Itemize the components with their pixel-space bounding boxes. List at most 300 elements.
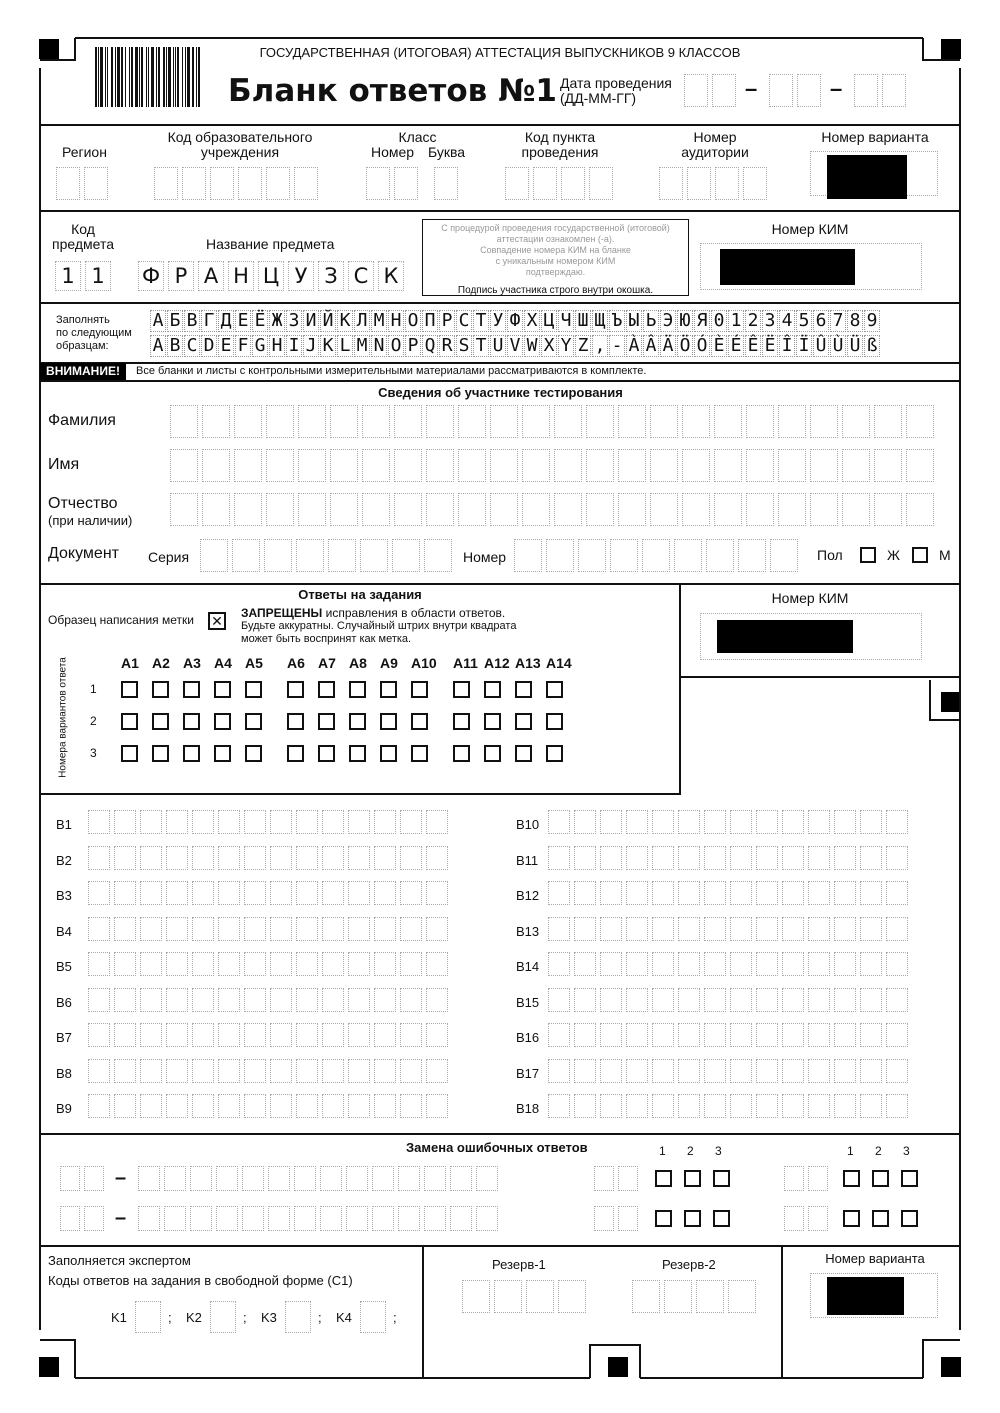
input-cell[interactable]: [886, 1059, 908, 1083]
answer-checkbox[interactable]: [152, 745, 169, 762]
input-cell[interactable]: [140, 1094, 162, 1118]
answer-checkbox[interactable]: [214, 713, 231, 730]
input-cell[interactable]: [88, 917, 110, 941]
replace-variant-task[interactable]: [594, 1166, 642, 1191]
input-cell[interactable]: [886, 917, 908, 941]
input-cell[interactable]: [586, 493, 614, 526]
input-cell[interactable]: [192, 1023, 214, 1047]
input-cell[interactable]: [650, 493, 678, 526]
input-cell[interactable]: [166, 952, 188, 976]
input-cell[interactable]: [554, 449, 582, 482]
input-cell[interactable]: [626, 846, 648, 870]
input-cell[interactable]: [394, 493, 422, 526]
input-cell[interactable]: [88, 881, 110, 905]
input-cell[interactable]: [678, 846, 700, 870]
input-cell[interactable]: [400, 1094, 422, 1118]
input-cell[interactable]: [88, 1059, 110, 1083]
input-cell[interactable]: [426, 846, 448, 870]
input-cell[interactable]: [600, 952, 622, 976]
answer-checkbox[interactable]: [245, 745, 262, 762]
input-cell[interactable]: [88, 952, 110, 976]
answer-checkbox[interactable]: [411, 681, 428, 698]
input-cell[interactable]: [166, 1059, 188, 1083]
input-cell[interactable]: [808, 846, 830, 870]
input-cell[interactable]: [140, 917, 162, 941]
input-cell[interactable]: [834, 917, 856, 941]
input-cell[interactable]: [574, 846, 596, 870]
input-cell[interactable]: [114, 917, 136, 941]
input-cell[interactable]: [166, 917, 188, 941]
answer-checkbox[interactable]: [515, 745, 532, 762]
input-cell[interactable]: [626, 1094, 648, 1118]
b-answer-input[interactable]: [548, 881, 912, 905]
input-cell[interactable]: [114, 881, 136, 905]
input-cell[interactable]: [426, 810, 448, 834]
input-cell[interactable]: [860, 881, 882, 905]
class-letter-input[interactable]: [434, 167, 462, 200]
answer-checkbox[interactable]: [183, 713, 200, 730]
b-answer-input[interactable]: [88, 881, 452, 905]
region-input[interactable]: [56, 167, 112, 200]
input-cell[interactable]: [600, 917, 622, 941]
input-cell[interactable]: [400, 1023, 422, 1047]
input-cell[interactable]: [756, 1094, 778, 1118]
input-cell[interactable]: [426, 1094, 448, 1118]
b-answer-input[interactable]: [88, 988, 452, 1012]
input-cell[interactable]: [330, 493, 358, 526]
input-cell[interactable]: [682, 405, 710, 438]
input-cell[interactable]: [296, 988, 318, 1012]
input-cell[interactable]: [192, 988, 214, 1012]
input-cell[interactable]: [886, 988, 908, 1012]
b-answer-input[interactable]: [88, 917, 452, 941]
input-cell[interactable]: [574, 917, 596, 941]
input-cell[interactable]: [610, 539, 638, 572]
b-answer-input[interactable]: [548, 952, 912, 976]
input-cell[interactable]: [678, 1059, 700, 1083]
input-cell[interactable]: [730, 988, 752, 1012]
input-cell[interactable]: [166, 846, 188, 870]
input-cell[interactable]: [296, 952, 318, 976]
input-cell[interactable]: [678, 881, 700, 905]
input-cell[interactable]: [808, 810, 830, 834]
input-cell[interactable]: [548, 1094, 570, 1118]
b-answer-input[interactable]: [88, 952, 452, 976]
input-cell[interactable]: [114, 1059, 136, 1083]
input-cell[interactable]: [218, 1023, 240, 1047]
input-cell[interactable]: [782, 1094, 804, 1118]
input-cell[interactable]: [266, 405, 294, 438]
input-cell[interactable]: [714, 449, 742, 482]
input-cell[interactable]: [322, 846, 344, 870]
b-answer-input[interactable]: [548, 917, 912, 941]
input-cell[interactable]: [678, 917, 700, 941]
input-cell[interactable]: [886, 952, 908, 976]
input-cell[interactable]: [88, 1023, 110, 1047]
input-cell[interactable]: [886, 1023, 908, 1047]
input-cell[interactable]: [218, 810, 240, 834]
input-cell[interactable]: [328, 539, 356, 572]
input-cell[interactable]: [574, 881, 596, 905]
input-cell[interactable]: [554, 405, 582, 438]
input-cell[interactable]: [548, 881, 570, 905]
answer-checkbox[interactable]: [546, 745, 563, 762]
input-cell[interactable]: [88, 988, 110, 1012]
input-cell[interactable]: [782, 881, 804, 905]
input-cell[interactable]: [652, 1023, 674, 1047]
input-cell[interactable]: [860, 917, 882, 941]
input-cell[interactable]: [778, 493, 806, 526]
answer-checkbox[interactable]: [183, 745, 200, 762]
input-cell[interactable]: [810, 449, 838, 482]
input-cell[interactable]: [860, 988, 882, 1012]
b-answer-input[interactable]: [548, 846, 912, 870]
input-cell[interactable]: [548, 917, 570, 941]
b-answer-input[interactable]: [548, 988, 912, 1012]
input-cell[interactable]: [270, 810, 292, 834]
input-cell[interactable]: [600, 881, 622, 905]
input-cell[interactable]: [218, 917, 240, 941]
input-cell[interactable]: [600, 988, 622, 1012]
input-cell[interactable]: [166, 881, 188, 905]
input-cell[interactable]: [782, 952, 804, 976]
input-cell[interactable]: [730, 846, 752, 870]
input-cell[interactable]: [88, 810, 110, 834]
input-cell[interactable]: [600, 1023, 622, 1047]
input-cell[interactable]: [906, 493, 934, 526]
answer-checkbox[interactable]: [121, 713, 138, 730]
input-cell[interactable]: [374, 1059, 396, 1083]
input-cell[interactable]: [374, 881, 396, 905]
answer-checkbox[interactable]: [245, 681, 262, 698]
input-cell[interactable]: [296, 1059, 318, 1083]
input-cell[interactable]: [458, 493, 486, 526]
input-cell[interactable]: [192, 881, 214, 905]
input-cell[interactable]: [626, 810, 648, 834]
input-cell[interactable]: [704, 881, 726, 905]
input-cell[interactable]: [874, 493, 902, 526]
input-cell[interactable]: [166, 988, 188, 1012]
input-cell[interactable]: [782, 1059, 804, 1083]
input-cell[interactable]: [114, 810, 136, 834]
answer-checkbox[interactable]: [453, 745, 470, 762]
input-cell[interactable]: [842, 405, 870, 438]
input-cell[interactable]: [782, 917, 804, 941]
input-cell[interactable]: [490, 449, 518, 482]
b-answer-input[interactable]: [548, 810, 912, 834]
input-cell[interactable]: [860, 846, 882, 870]
input-cell[interactable]: [808, 1094, 830, 1118]
b-answer-input[interactable]: [88, 810, 452, 834]
answer-checkbox[interactable]: [318, 681, 335, 698]
answer-checkbox[interactable]: [453, 713, 470, 730]
input-cell[interactable]: [348, 917, 370, 941]
input-cell[interactable]: [678, 810, 700, 834]
input-cell[interactable]: [730, 1059, 752, 1083]
input-cell[interactable]: [834, 846, 856, 870]
input-cell[interactable]: [348, 988, 370, 1012]
input-cell[interactable]: [782, 988, 804, 1012]
replace-checkbox[interactable]: [843, 1210, 860, 1227]
input-cell[interactable]: [808, 1059, 830, 1083]
input-cell[interactable]: [650, 405, 678, 438]
input-cell[interactable]: [834, 1023, 856, 1047]
answer-checkbox[interactable]: [287, 713, 304, 730]
input-cell[interactable]: [296, 539, 324, 572]
input-cell[interactable]: [400, 1059, 422, 1083]
input-cell[interactable]: [330, 449, 358, 482]
input-cell[interactable]: [490, 493, 518, 526]
input-cell[interactable]: [860, 1023, 882, 1047]
input-cell[interactable]: [522, 493, 550, 526]
input-cell[interactable]: [360, 539, 388, 572]
input-cell[interactable]: [652, 1059, 674, 1083]
input-cell[interactable]: [704, 952, 726, 976]
answer-checkbox[interactable]: [546, 713, 563, 730]
answer-checkbox[interactable]: [484, 681, 501, 698]
input-cell[interactable]: [548, 810, 570, 834]
answer-checkbox[interactable]: [484, 745, 501, 762]
input-cell[interactable]: [218, 1059, 240, 1083]
input-cell[interactable]: [834, 952, 856, 976]
replace-checkbox[interactable]: [901, 1210, 918, 1227]
input-cell[interactable]: [574, 952, 596, 976]
school-code-input[interactable]: [154, 167, 322, 200]
input-cell[interactable]: [232, 539, 260, 572]
input-cell[interactable]: [778, 405, 806, 438]
input-cell[interactable]: [574, 988, 596, 1012]
input-cell[interactable]: [704, 810, 726, 834]
input-cell[interactable]: [296, 1094, 318, 1118]
input-cell[interactable]: [808, 881, 830, 905]
input-cell[interactable]: [322, 952, 344, 976]
input-cell[interactable]: [244, 846, 266, 870]
input-cell[interactable]: [362, 449, 390, 482]
input-cell[interactable]: [424, 539, 452, 572]
answer-checkbox[interactable]: [546, 681, 563, 698]
input-cell[interactable]: [886, 1094, 908, 1118]
input-cell[interactable]: [782, 810, 804, 834]
input-cell[interactable]: [678, 1094, 700, 1118]
input-cell[interactable]: [574, 1094, 596, 1118]
input-cell[interactable]: [244, 1059, 266, 1083]
input-cell[interactable]: [426, 493, 454, 526]
input-cell[interactable]: [842, 449, 870, 482]
input-cell[interactable]: [652, 810, 674, 834]
input-cell[interactable]: [704, 846, 726, 870]
input-cell[interactable]: [906, 449, 934, 482]
input-cell[interactable]: [266, 493, 294, 526]
answer-checkbox[interactable]: [349, 681, 366, 698]
input-cell[interactable]: [296, 881, 318, 905]
subject-code-input[interactable]: 1 1: [55, 261, 115, 291]
input-cell[interactable]: [808, 917, 830, 941]
input-cell[interactable]: [578, 539, 606, 572]
input-cell[interactable]: [810, 493, 838, 526]
input-cell[interactable]: [860, 952, 882, 976]
input-cell[interactable]: [166, 1023, 188, 1047]
replace-variant-task[interactable]: [784, 1206, 832, 1231]
input-cell[interactable]: [192, 846, 214, 870]
input-cell[interactable]: [218, 846, 240, 870]
input-cell[interactable]: [756, 1023, 778, 1047]
input-cell[interactable]: [730, 952, 752, 976]
input-cell[interactable]: [426, 449, 454, 482]
input-cell[interactable]: [298, 405, 326, 438]
input-cell[interactable]: [626, 1059, 648, 1083]
input-cell[interactable]: [586, 449, 614, 482]
input-cell[interactable]: [714, 405, 742, 438]
input-cell[interactable]: [906, 405, 934, 438]
input-cell[interactable]: [652, 881, 674, 905]
replace-checkbox[interactable]: [684, 1210, 701, 1227]
input-cell[interactable]: [426, 952, 448, 976]
input-cell[interactable]: [600, 1059, 622, 1083]
answer-checkbox[interactable]: [349, 713, 366, 730]
input-cell[interactable]: [264, 539, 292, 572]
input-cell[interactable]: [374, 1023, 396, 1047]
input-cell[interactable]: [348, 952, 370, 976]
input-cell[interactable]: [626, 952, 648, 976]
input-cell[interactable]: [298, 449, 326, 482]
input-cell[interactable]: [626, 1023, 648, 1047]
input-cell[interactable]: [218, 952, 240, 976]
replace-answer[interactable]: [138, 1166, 502, 1191]
input-cell[interactable]: [270, 1094, 292, 1118]
input-cell[interactable]: [244, 952, 266, 976]
input-cell[interactable]: [88, 846, 110, 870]
input-cell[interactable]: [266, 449, 294, 482]
input-cell[interactable]: [374, 810, 396, 834]
input-cell[interactable]: [730, 917, 752, 941]
input-cell[interactable]: [886, 881, 908, 905]
input-cell[interactable]: [322, 1023, 344, 1047]
input-cell[interactable]: [270, 988, 292, 1012]
input-cell[interactable]: [322, 988, 344, 1012]
input-cell[interactable]: [756, 952, 778, 976]
answer-checkbox[interactable]: [121, 745, 138, 762]
answer-checkbox[interactable]: [287, 681, 304, 698]
input-cell[interactable]: [244, 1094, 266, 1118]
date-month[interactable]: [769, 74, 825, 107]
input-cell[interactable]: [348, 810, 370, 834]
input-cell[interactable]: [886, 846, 908, 870]
input-cell[interactable]: [458, 449, 486, 482]
input-cell[interactable]: [626, 881, 648, 905]
input-cell[interactable]: [426, 881, 448, 905]
input-cell[interactable]: [114, 952, 136, 976]
input-cell[interactable]: [652, 917, 674, 941]
k-input[interactable]: [360, 1301, 386, 1333]
input-cell[interactable]: [600, 846, 622, 870]
input-cell[interactable]: [756, 1059, 778, 1083]
input-cell[interactable]: [618, 493, 646, 526]
input-cell[interactable]: [682, 493, 710, 526]
input-cell[interactable]: [674, 539, 702, 572]
document-number-input[interactable]: [514, 539, 802, 572]
input-cell[interactable]: [426, 1059, 448, 1083]
input-cell[interactable]: [270, 952, 292, 976]
input-cell[interactable]: [860, 1094, 882, 1118]
input-cell[interactable]: [574, 1023, 596, 1047]
input-cell[interactable]: [860, 1059, 882, 1083]
input-cell[interactable]: [426, 917, 448, 941]
input-cell[interactable]: [730, 1023, 752, 1047]
input-cell[interactable]: [704, 1094, 726, 1118]
input-cell[interactable]: [348, 846, 370, 870]
b-answer-input[interactable]: [548, 1094, 912, 1118]
input-cell[interactable]: [170, 449, 198, 482]
input-cell[interactable]: [642, 539, 670, 572]
b-answer-input[interactable]: [88, 1059, 452, 1083]
input-cell[interactable]: [652, 952, 674, 976]
answer-checkbox[interactable]: [287, 745, 304, 762]
input-cell[interactable]: [808, 988, 830, 1012]
input-cell[interactable]: [114, 1023, 136, 1047]
answer-checkbox[interactable]: [214, 681, 231, 698]
input-cell[interactable]: [704, 1059, 726, 1083]
input-cell[interactable]: [834, 810, 856, 834]
input-cell[interactable]: [296, 917, 318, 941]
input-cell[interactable]: [730, 881, 752, 905]
input-cell[interactable]: [244, 881, 266, 905]
input-cell[interactable]: [400, 810, 422, 834]
input-cell[interactable]: [778, 449, 806, 482]
input-cell[interactable]: [730, 810, 752, 834]
input-cell[interactable]: [458, 405, 486, 438]
answer-checkbox[interactable]: [453, 681, 470, 698]
answer-checkbox[interactable]: [380, 713, 397, 730]
input-cell[interactable]: [400, 952, 422, 976]
replace-checkbox[interactable]: [655, 1170, 672, 1187]
input-cell[interactable]: [782, 1023, 804, 1047]
replace-task-number[interactable]: [60, 1206, 108, 1231]
input-cell[interactable]: [270, 846, 292, 870]
replace-checkbox[interactable]: [843, 1170, 860, 1187]
input-cell[interactable]: [270, 917, 292, 941]
answer-checkbox[interactable]: [318, 745, 335, 762]
date-day[interactable]: [684, 74, 740, 107]
input-cell[interactable]: [202, 405, 230, 438]
input-cell[interactable]: [374, 1094, 396, 1118]
input-cell[interactable]: [400, 846, 422, 870]
input-cell[interactable]: [548, 1059, 570, 1083]
input-cell[interactable]: [704, 1023, 726, 1047]
replace-checkbox[interactable]: [713, 1210, 730, 1227]
input-cell[interactable]: [298, 493, 326, 526]
k-input[interactable]: [285, 1301, 311, 1333]
input-cell[interactable]: [426, 405, 454, 438]
input-cell[interactable]: [652, 846, 674, 870]
input-cell[interactable]: [600, 810, 622, 834]
k-input[interactable]: [135, 1301, 161, 1333]
answer-checkbox[interactable]: [318, 713, 335, 730]
input-cell[interactable]: [704, 988, 726, 1012]
date-year[interactable]: [854, 74, 910, 107]
answer-checkbox[interactable]: [152, 713, 169, 730]
input-cell[interactable]: [650, 449, 678, 482]
input-cell[interactable]: [426, 988, 448, 1012]
input-cell[interactable]: [738, 539, 766, 572]
input-cell[interactable]: [548, 1023, 570, 1047]
input-cell[interactable]: [330, 405, 358, 438]
input-cell[interactable]: [548, 988, 570, 1012]
answer-checkbox[interactable]: [121, 681, 138, 698]
input-cell[interactable]: [166, 1094, 188, 1118]
female-checkbox[interactable]: [860, 547, 876, 563]
input-cell[interactable]: [834, 1059, 856, 1083]
input-cell[interactable]: [756, 810, 778, 834]
